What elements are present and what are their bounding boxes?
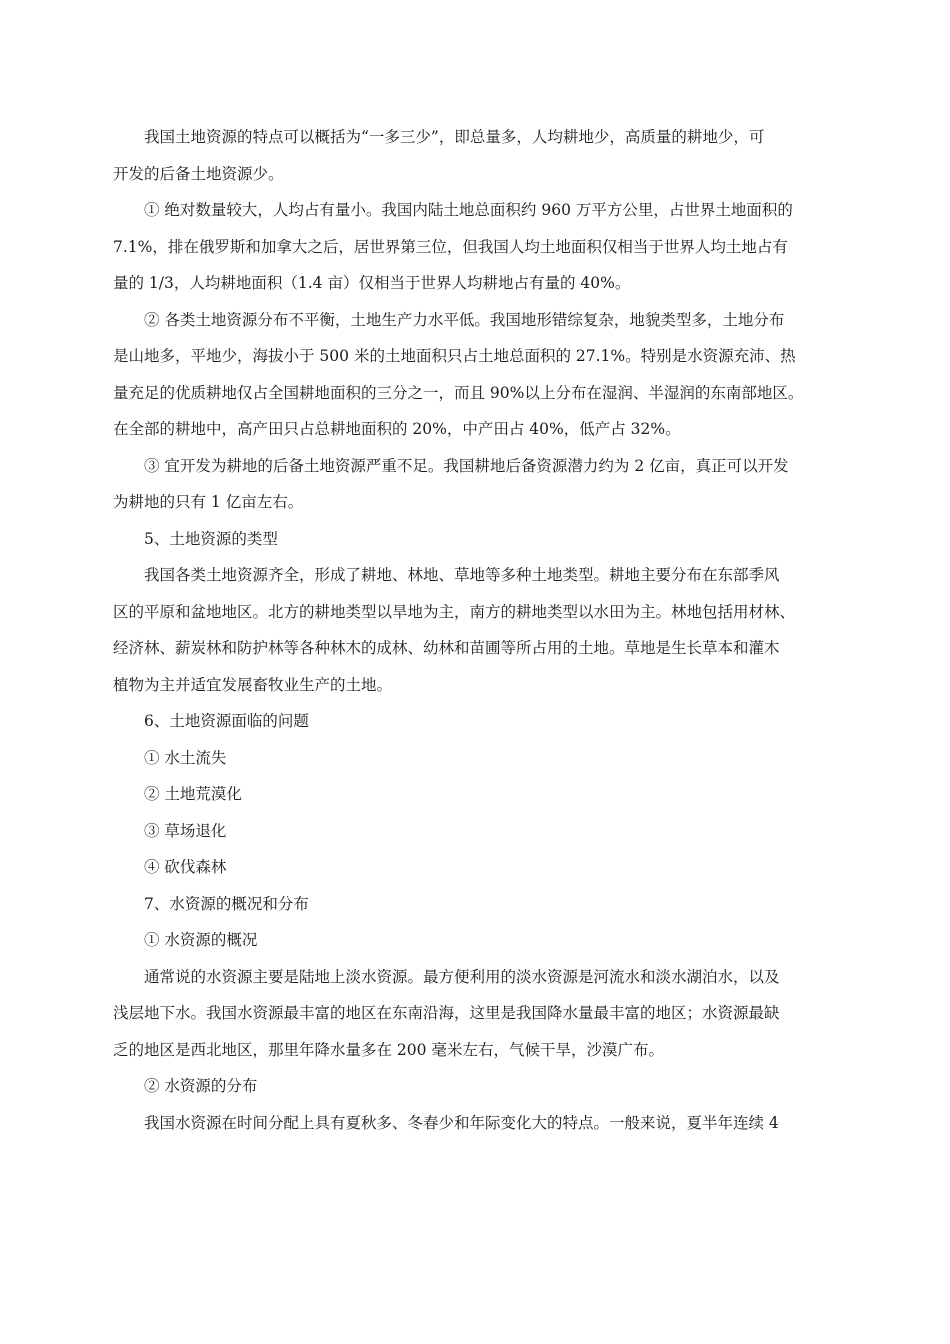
text-line: 是山地多，平地少，海拔小于 500 米的土地面积只占土地总面积的 27.1%。特别是水资源充沛、热 bbox=[113, 347, 796, 365]
paragraph-problem-1 bbox=[113, 740, 838, 777]
text-line: ② 水资源的分布 bbox=[144, 1077, 258, 1095]
text-line: 浅层地下水。我国水资源最丰富的地区在东南沿海，这里是我国降水量最丰富的地区；水资源最缺 bbox=[113, 1004, 780, 1022]
paragraph-types bbox=[113, 557, 838, 703]
paragraph-water-sub-1 bbox=[113, 922, 838, 959]
text-line: ① 水资源的概况 bbox=[144, 931, 258, 949]
paragraph-point-3 bbox=[113, 448, 838, 521]
text-line: 乏的地区是西北地区，那里年降水量多在 200 毫米左右，气候干旱，沙漠广布。 bbox=[113, 1040, 664, 1059]
paragraph-intro bbox=[113, 119, 838, 192]
text-line: 7、水资源的概况和分布 bbox=[144, 894, 309, 913]
text-line: ② 各类土地资源分布不平衡，土地生产力水平低。我国地形错综复杂，地貌类型多，土地分布 bbox=[144, 310, 785, 329]
paragraph-heading-5 bbox=[113, 521, 838, 558]
paragraph-heading-6 bbox=[113, 703, 838, 740]
text-line: 量充足的优质耕地仅占全国耕地面积的三分之一，而且 90%以上分布在湿润、半湿润的东南部地区。 bbox=[113, 383, 804, 402]
text-line: 我国水资源在时间分配上具有夏秋多、冬春少和年际变化大的特点。一般来说，夏半年连续 4 bbox=[144, 1113, 779, 1132]
text-line: ② 土地荒漠化 bbox=[144, 785, 242, 803]
paragraph-problem-3 bbox=[113, 813, 838, 850]
text-line: 量的 1/3，人均耕地面积（1.4 亩）仅相当于世界人均耕地占有量的 40%。 bbox=[113, 274, 631, 292]
paragraph-water-sub-2 bbox=[113, 1068, 838, 1105]
text-line: ④ 砍伐森林 bbox=[144, 858, 227, 876]
text-line: 区的平原和盆地地区。北方的耕地类型以旱地为主，南方的耕地类型以水田为主。林地包括用材林、 bbox=[113, 602, 796, 621]
paragraph-water-distribution bbox=[113, 1105, 838, 1142]
text-line: ① 水土流失 bbox=[144, 748, 227, 767]
text-line: 我国各类土地资源齐全，形成了耕地、林地、草地等多种土地类型。耕地主要分布在东部季风 bbox=[144, 566, 780, 584]
text-line: 开发的后备土地资源少。 bbox=[113, 164, 284, 183]
text-line: 7.1%，排在俄罗斯和加拿大之后，居世界第三位，但我国人均土地面积仅相当于世界人均土地占有 bbox=[113, 237, 788, 256]
text-line: ① 绝对数量较大，人均占有量小。我国内陆土地总面积约 960 万平方公里，占世界土地面积的 bbox=[144, 201, 793, 219]
paragraph-problem-4 bbox=[113, 849, 838, 886]
text-line: 6、土地资源面临的问题 bbox=[144, 712, 309, 730]
text-line: 为耕地的只有 1 亿亩左右。 bbox=[113, 493, 304, 511]
text-line: ③ 宜开发为耕地的后备土地资源严重不足。我国耕地后备资源潜力约为 2 亿亩，真正可以开发 bbox=[144, 456, 789, 475]
paragraph-water-overview bbox=[113, 959, 838, 1069]
text-line: 在全部的耕地中，高产田只占总耕地面积的 20%，中产田占 40%，低产占 32%。 bbox=[113, 420, 681, 438]
paragraph-point-2 bbox=[113, 302, 838, 448]
text-line: ③ 草场退化 bbox=[144, 821, 227, 840]
paragraph-problem-2 bbox=[113, 776, 838, 813]
text-line: 通常说的水资源主要是陆地上淡水资源。最方便利用的淡水资源是河流水和淡水湖泊水，以及 bbox=[144, 967, 780, 986]
text-line: 经济林、薪炭林和防护林等各种林木的成林、幼林和苗圃等所占用的土地。草地是生长草本和灌木 bbox=[113, 639, 780, 657]
document-body bbox=[113, 119, 838, 1141]
text-line: 5、土地资源的类型 bbox=[144, 529, 278, 548]
paragraph-heading-7 bbox=[113, 886, 838, 923]
paragraph-point-1 bbox=[113, 192, 838, 302]
text-line: 植物为主并适宜发展畜牧业生产的土地。 bbox=[113, 675, 393, 694]
text-line: 我国土地资源的特点可以概括为“一多三少”，即总量多，人均耕地少，高质量的耕地少，可 bbox=[144, 128, 765, 146]
